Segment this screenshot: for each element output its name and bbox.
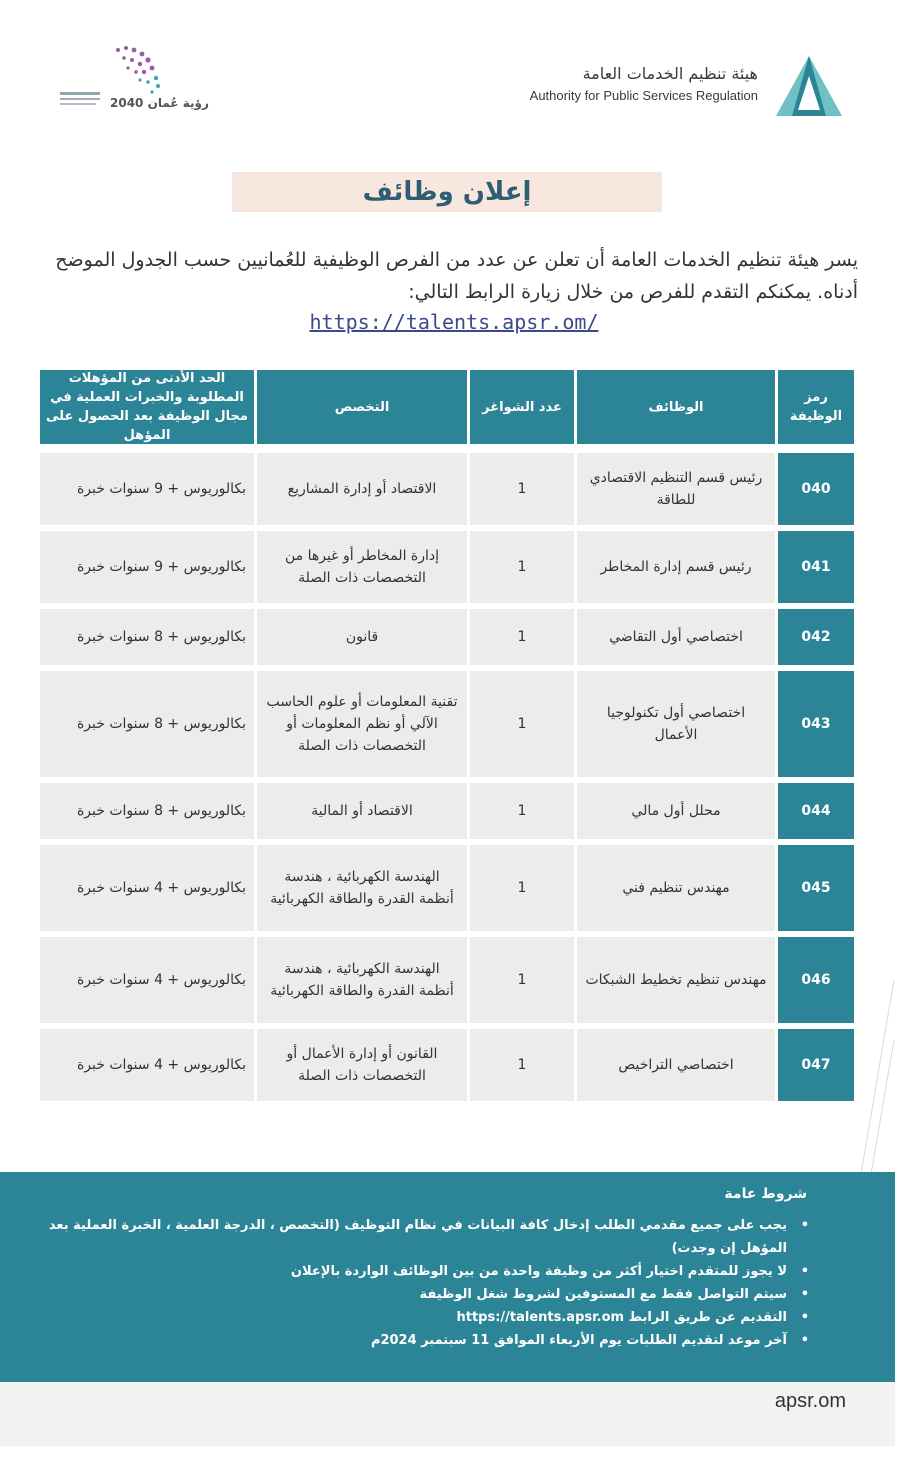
cell-job: مهندس تنظيم فني xyxy=(577,845,775,931)
cell-vacancies: 1 xyxy=(470,453,574,525)
cell-requirements: بكالوريوس + 8 سنوات خبرة xyxy=(40,671,254,777)
cell-specialization: الهندسة الكهربائية ، هندسة أنظمة القدرة والطاقة الكهربائية xyxy=(257,937,467,1023)
header-job: الوظائف xyxy=(577,370,775,444)
cell-job: مهندس تنظيم تخطيط الشبكات xyxy=(577,937,775,1023)
list-item: • لا يجوز للمتقدم اختيار أكثر من وظيفة واحدة من بين الوظائف الواردة بالإعلان xyxy=(27,1260,787,1283)
header-vacancies: عدد الشواغر xyxy=(470,370,574,444)
footer-band xyxy=(0,1382,895,1446)
org-name-arabic: هيئة تنظيم الخدمات العامة xyxy=(582,64,758,83)
cell-requirements: بكالوريوس + 9 سنوات خبرة xyxy=(40,453,254,525)
cell-requirements: بكالوريوس + 9 سنوات خبرة xyxy=(40,531,254,603)
cell-specialization: تقنية المعلومات أو علوم الحاسب الآلي أو نظم المعلومات أو التخصصات ذات الصلة xyxy=(257,671,467,777)
vision-label: رؤية عُمان 2040 xyxy=(110,96,209,110)
cell-code: 044 xyxy=(778,783,854,839)
cell-specialization: قانون xyxy=(257,609,467,665)
cell-specialization: الاقتصاد أو إدارة المشاريع xyxy=(257,453,467,525)
cell-code: 043 xyxy=(778,671,854,777)
cell-code: 046 xyxy=(778,937,854,1023)
cell-requirements: بكالوريوس + 4 سنوات خبرة xyxy=(40,845,254,931)
org-name-english: Authority for Public Services Regulation xyxy=(529,88,758,103)
header-code: رمز الوظيفة xyxy=(778,370,854,444)
cell-code: 047 xyxy=(778,1029,854,1101)
list-item: • التقديم عن طريق الرابط https://talents.apsr.om xyxy=(27,1306,787,1329)
cell-requirements: بكالوريوس + 8 سنوات خبرة xyxy=(40,783,254,839)
cell-job: رئيس قسم التنظيم الاقتصادي للطاقة xyxy=(577,453,775,525)
list-item: • يجب على جميع مقدمي الطلب إدخال كافة البيانات في نظام التوظيف (التخصص ، الدرجة العلمية ، الخبرة العملية بعد المؤهل إن وجدت) xyxy=(27,1214,787,1260)
cell-vacancies: 1 xyxy=(470,937,574,1023)
talents-link[interactable]: https://talents.apsr.om/ xyxy=(309,310,599,334)
cell-code: 042 xyxy=(778,609,854,665)
header-specialization: التخصص xyxy=(257,370,467,444)
cell-code: 041 xyxy=(778,531,854,603)
cell-requirements: بكالوريوس + 8 سنوات خبرة xyxy=(40,609,254,665)
cell-vacancies: 1 xyxy=(470,783,574,839)
cell-specialization: إدارة المخاطر أو غيرها من التخصصات ذات الصلة xyxy=(257,531,467,603)
cell-specialization: القانون أو إدارة الأعمال أو التخصصات ذات الصلة xyxy=(257,1029,467,1101)
cell-vacancies: 1 xyxy=(470,845,574,931)
cell-code: 040 xyxy=(778,453,854,525)
cell-vacancies: 1 xyxy=(470,609,574,665)
terms-list xyxy=(27,1214,805,1352)
cell-job: رئيس قسم إدارة المخاطر xyxy=(577,531,775,603)
cell-specialization: الهندسة الكهربائية ، هندسة أنظمة القدرة والطاقة الكهربائية xyxy=(257,845,467,931)
list-item: • آخر موعد لتقديم الطلبات يوم الأربعاء الموافق 11 سبتمبر 2024م xyxy=(27,1329,787,1352)
cell-vacancies: 1 xyxy=(470,531,574,603)
header-requirements: الحد الأدنى من المؤهلات المطلوبة والخبرات العملية في مجال الوظيفة بعد الحصول على المؤهل xyxy=(40,370,254,444)
cell-job: اختصاصي أول التقاضي xyxy=(577,609,775,665)
cell-requirements: بكالوريوس + 4 سنوات خبرة xyxy=(40,937,254,1023)
page-title: إعلان وظائف xyxy=(232,172,662,212)
cell-code: 045 xyxy=(778,845,854,931)
intro-paragraph: يسر هيئة تنظيم الخدمات العامة أن تعلن عن عدد من الفرص الوظيفية للعُمانيين حسب الجدول الموضح أدناه. يمكنكم التقدم للفرص من خلال زيارة الرابط التالي: xyxy=(55,249,858,303)
cell-vacancies: 1 xyxy=(470,671,574,777)
cell-job: اختصاصي أول تكنولوجيا الأعمال xyxy=(577,671,775,777)
cell-specialization: الاقتصاد أو المالية xyxy=(257,783,467,839)
cell-job: محلل أول مالي xyxy=(577,783,775,839)
website-link[interactable]: apsr.om xyxy=(774,1390,846,1412)
terms-title: شروط عامة xyxy=(724,1186,807,1202)
general-terms-panel xyxy=(0,1172,895,1382)
cell-vacancies: 1 xyxy=(470,1029,574,1101)
list-item: • سيتم التواصل فقط مع المستوفين لشروط شغل الوظيفة xyxy=(27,1283,787,1306)
cell-requirements: بكالوريوس + 4 سنوات خبرة xyxy=(40,1029,254,1101)
cell-job: اختصاصي التراخيص xyxy=(577,1029,775,1101)
